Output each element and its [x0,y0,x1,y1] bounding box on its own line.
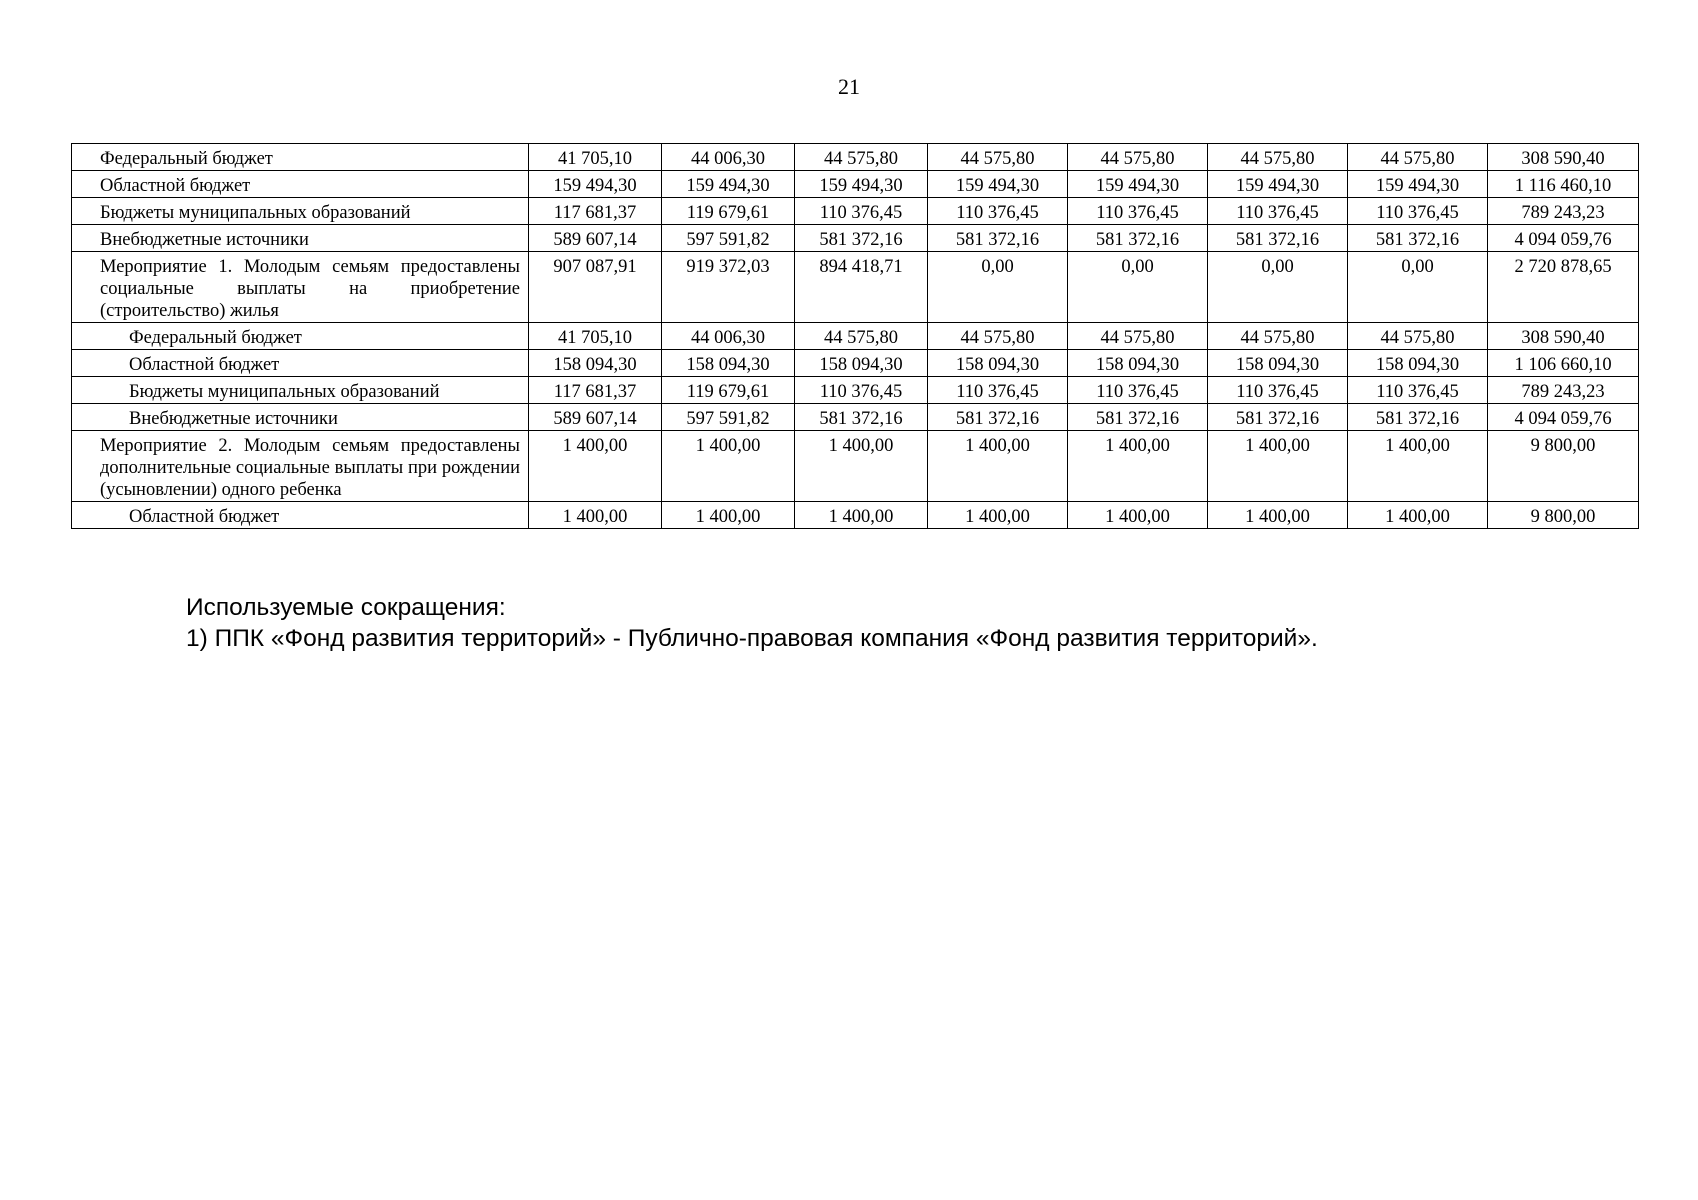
value-cell: 44 575,80 [795,323,928,350]
value-cell: 158 094,30 [795,350,928,377]
row-total-cell: 308 590,40 [1488,323,1639,350]
row-label: Областной бюджет [72,350,529,377]
value-cell: 158 094,30 [1068,350,1208,377]
value-cell: 589 607,14 [529,404,662,431]
value-cell: 159 494,30 [1068,171,1208,198]
value-cell: 581 372,16 [1348,225,1488,252]
value-cell: 1 400,00 [1068,502,1208,529]
value-cell: 589 607,14 [529,225,662,252]
row-total-cell: 2 720 878,65 [1488,252,1639,323]
value-cell: 44 575,80 [1208,323,1348,350]
value-cell: 44 575,80 [928,144,1068,171]
value-cell: 0,00 [1068,252,1208,323]
value-cell: 110 376,45 [795,377,928,404]
value-cell: 1 400,00 [529,502,662,529]
page-number: 21 [838,74,860,99]
value-cell: 1 400,00 [1208,502,1348,529]
value-cell: 581 372,16 [1348,404,1488,431]
value-cell: 110 376,45 [1208,377,1348,404]
value-cell: 597 591,82 [662,404,795,431]
table-row [72,144,1639,171]
table-row [72,252,1639,323]
value-cell: 44 006,30 [662,144,795,171]
value-cell: 119 679,61 [662,377,795,404]
value-cell: 158 094,30 [662,350,795,377]
value-cell: 117 681,37 [529,377,662,404]
row-label: Бюджеты муниципальных образований [72,377,529,404]
value-cell: 158 094,30 [928,350,1068,377]
table-row [72,171,1639,198]
value-cell: 110 376,45 [1068,198,1208,225]
value-cell: 581 372,16 [1208,404,1348,431]
value-cell: 119 679,61 [662,198,795,225]
value-cell: 110 376,45 [928,198,1068,225]
value-cell: 159 494,30 [1348,171,1488,198]
value-cell: 1 400,00 [928,431,1068,502]
table-row [72,377,1639,404]
row-total-cell: 789 243,23 [1488,198,1639,225]
row-label: Мероприятие 1. Молодым семьям предоставлены социальные выплаты на приобретение (строительство) жилья [72,252,529,323]
value-cell: 894 418,71 [795,252,928,323]
value-cell: 0,00 [1208,252,1348,323]
value-cell: 110 376,45 [1208,198,1348,225]
value-cell: 919 372,03 [662,252,795,323]
value-cell: 581 372,16 [1068,225,1208,252]
value-cell: 44 575,80 [795,144,928,171]
row-total-cell: 1 106 660,10 [1488,350,1639,377]
value-cell: 581 372,16 [1068,404,1208,431]
value-cell: 1 400,00 [795,431,928,502]
value-cell: 581 372,16 [795,404,928,431]
budget-table [71,143,1639,529]
value-cell: 44 575,80 [1348,323,1488,350]
value-cell: 159 494,30 [1208,171,1348,198]
value-cell: 159 494,30 [928,171,1068,198]
value-cell: 110 376,45 [1348,377,1488,404]
value-cell: 41 705,10 [529,144,662,171]
value-cell: 1 400,00 [662,502,795,529]
value-cell: 110 376,45 [1068,377,1208,404]
value-cell: 581 372,16 [928,404,1068,431]
abbreviation-item: 1) ППК «Фонд развития территорий» - Публично-правовая компания «Фонд развития территорий». [186,625,1318,652]
table-row [72,404,1639,431]
table-row [72,323,1639,350]
value-cell: 1 400,00 [928,502,1068,529]
row-label: Областной бюджет [72,502,529,529]
table-row [72,198,1639,225]
row-total-cell: 789 243,23 [1488,377,1639,404]
row-label: Внебюджетные источники [72,404,529,431]
value-cell: 1 400,00 [1068,431,1208,502]
value-cell: 1 400,00 [1348,502,1488,529]
value-cell: 158 094,30 [1348,350,1488,377]
value-cell: 158 094,30 [1208,350,1348,377]
table-row [72,225,1639,252]
table-row [72,502,1639,529]
row-label: Мероприятие 2. Молодым семьям предоставлены дополнительные социальные выплаты при рождении (усыновлении) одного ребенка [72,431,529,502]
row-total-cell: 9 800,00 [1488,431,1639,502]
value-cell: 159 494,30 [795,171,928,198]
abbreviations-section [186,592,1318,654]
value-cell: 581 372,16 [928,225,1068,252]
value-cell: 44 575,80 [928,323,1068,350]
value-cell: 1 400,00 [662,431,795,502]
row-total-cell: 1 116 460,10 [1488,171,1639,198]
row-label: Областной бюджет [72,171,529,198]
value-cell: 158 094,30 [529,350,662,377]
row-total-cell: 4 094 059,76 [1488,404,1639,431]
value-cell: 581 372,16 [795,225,928,252]
row-total-cell: 4 094 059,76 [1488,225,1639,252]
value-cell: 1 400,00 [795,502,928,529]
value-cell: 44 006,30 [662,323,795,350]
value-cell: 159 494,30 [662,171,795,198]
budget-table-body [72,144,1639,529]
value-cell: 0,00 [928,252,1068,323]
value-cell: 117 681,37 [529,198,662,225]
abbreviations-heading: Используемые сокращения: [186,594,506,621]
value-cell: 110 376,45 [1348,198,1488,225]
value-cell: 44 575,80 [1068,323,1208,350]
value-cell: 1 400,00 [529,431,662,502]
value-cell: 1 400,00 [1348,431,1488,502]
value-cell: 1 400,00 [1208,431,1348,502]
row-label: Федеральный бюджет [72,144,529,171]
value-cell: 41 705,10 [529,323,662,350]
row-total-cell: 308 590,40 [1488,144,1639,171]
value-cell: 0,00 [1348,252,1488,323]
row-total-cell: 9 800,00 [1488,502,1639,529]
value-cell: 159 494,30 [529,171,662,198]
table-row [72,350,1639,377]
value-cell: 597 591,82 [662,225,795,252]
row-label: Федеральный бюджет [72,323,529,350]
value-cell: 110 376,45 [795,198,928,225]
value-cell: 44 575,80 [1348,144,1488,171]
value-cell: 44 575,80 [1068,144,1208,171]
value-cell: 110 376,45 [928,377,1068,404]
value-cell: 44 575,80 [1208,144,1348,171]
value-cell: 581 372,16 [1208,225,1348,252]
row-label: Внебюджетные источники [72,225,529,252]
value-cell: 907 087,91 [529,252,662,323]
table-row [72,431,1639,502]
row-label: Бюджеты муниципальных образований [72,198,529,225]
